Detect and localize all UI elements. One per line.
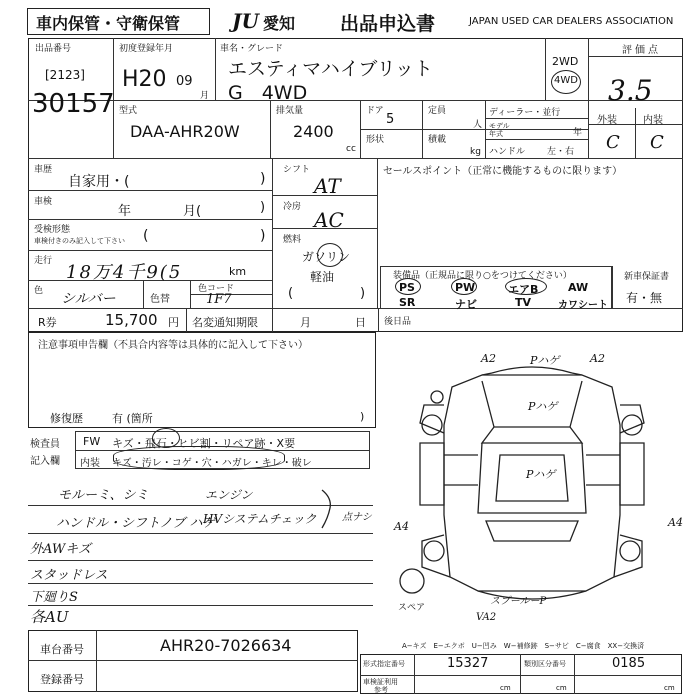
- footer-cm-3: cm: [664, 684, 675, 692]
- history-value: 自家用・(: [68, 174, 130, 190]
- color-code-label: 色コード: [198, 284, 235, 294]
- equip-sr: SR: [399, 296, 416, 309]
- engine-note-b: HVシステムチェック: [203, 512, 317, 526]
- checker-row1: キズ・飛石・ヒビ割・リペア跡・X要: [112, 437, 296, 450]
- fuel-gasoline-circle: [317, 243, 343, 267]
- diag-pauge-top: Pハゲ: [530, 354, 560, 367]
- repair-value: 有 (箇所: [112, 412, 153, 425]
- inspection-month: 月(: [183, 204, 202, 219]
- diag-a2-right: A2: [590, 352, 605, 365]
- checker-interior: 内装: [80, 458, 100, 469]
- diag-va2-b: スプールーP: [490, 596, 547, 607]
- equip-aw: AW: [568, 281, 589, 294]
- aircon-value: AC: [314, 208, 344, 232]
- handle-options: 左・右: [547, 147, 575, 157]
- vehicle-label: 車名・グレード: [220, 44, 284, 54]
- vehicle-grade: G 4WD: [228, 82, 308, 104]
- drive-2wd: 2WD: [552, 55, 579, 68]
- footer-cm-2: cm: [556, 684, 567, 692]
- regno-label: 登録番号: [40, 673, 84, 686]
- diag-pauge-roof: Pハゲ: [526, 468, 556, 481]
- checker-label-2: 記入欄: [30, 456, 60, 467]
- model-year-label-b: 年式: [489, 130, 503, 138]
- receive-sub: 車検付きのみ記入して下さい: [34, 237, 125, 245]
- fuel-close: ): [360, 286, 366, 301]
- note-line-3: 外AWキズ: [30, 542, 91, 557]
- engine-label: 排気量: [276, 106, 304, 116]
- vehicle-name: エスティマハイブリット: [228, 58, 433, 80]
- mileage-unit: km: [229, 265, 247, 278]
- engine-unit: cc: [346, 144, 356, 154]
- shape-label: 形状: [366, 135, 385, 145]
- score-label: 評価点: [622, 45, 661, 56]
- fuel-diesel: 軽油: [310, 270, 335, 284]
- note-line-2: ハンドル・シフトノブ ハゲ: [56, 516, 216, 531]
- history-label: 車歴: [34, 165, 53, 175]
- selling-label: セールスポイント（正常に機能するものに限ります）: [383, 166, 623, 177]
- fuel-label: 燃料: [283, 235, 302, 245]
- diag-va2-a: VA2: [476, 612, 497, 623]
- engine-note-c: 点ナシ: [342, 512, 372, 523]
- ju-logo: JU: [232, 9, 259, 33]
- receive-label: 受検形態: [34, 225, 71, 235]
- model-year-label-a: モデル: [489, 122, 510, 130]
- score-value: 3.5: [608, 74, 653, 107]
- history-close: ): [260, 171, 266, 187]
- cert-label: 形式指定番号: [363, 660, 405, 668]
- receive-open: (: [143, 228, 149, 244]
- footer-cm-1: cm: [500, 684, 511, 692]
- shift-value: AT: [314, 174, 341, 198]
- doc-type: 車内保管・守衛保管: [36, 14, 181, 33]
- score-int-value: C: [650, 132, 664, 153]
- score-ext-value: C: [606, 132, 620, 153]
- equip-airbag: エアB: [508, 283, 539, 296]
- expiry-month: 月: [300, 316, 311, 329]
- load-unit: kg: [470, 147, 481, 157]
- model-value: DAA-AHR20W: [130, 122, 240, 141]
- equip-airbag-circle: [505, 278, 547, 295]
- warranty-label: 新車保証書: [624, 272, 670, 282]
- dealer-label: ディーラー・並行: [489, 108, 561, 118]
- doors-label: ドア: [366, 106, 384, 116]
- repaint-label: 色替: [150, 294, 170, 305]
- inspection-close: ): [260, 200, 266, 215]
- mileage-value: 18万4千9(5: [66, 262, 183, 283]
- rear-day-label: 後日品: [384, 317, 412, 327]
- receive-close: ): [260, 228, 266, 244]
- color-label: 色: [34, 286, 44, 296]
- chassis-label: 車台番号: [40, 643, 84, 656]
- footer-cert-label: 車検証利用: [363, 678, 398, 686]
- diag-a4-left: A4: [394, 520, 409, 533]
- engine-value: 2400: [293, 122, 334, 141]
- warranty-value: 有・無: [626, 291, 663, 305]
- registration-month-unit: 月: [200, 91, 210, 101]
- repair-label: 修復歴: [50, 412, 83, 425]
- diag-legend: A−キズ E−エクボ U−凹み W−補修跡 S−サビ C−腐食 XX−交換済: [402, 642, 645, 650]
- equip-tv: TV: [515, 296, 532, 309]
- recycle-label: R券: [38, 316, 57, 329]
- equip-ps-circle: [395, 278, 421, 295]
- note-line-5: 下廻りS: [30, 590, 78, 605]
- fuel-gasoline: ガソリン: [302, 250, 351, 264]
- lot-label: 出品番号: [35, 44, 72, 54]
- load-label: 積載: [428, 135, 447, 145]
- equip-ps: PS: [399, 281, 415, 294]
- aichi-label: 愛知: [263, 14, 296, 33]
- equip-leather: カワシート: [558, 300, 608, 311]
- equip-pw: PW: [455, 281, 476, 294]
- equip-navi: ナビ: [455, 298, 477, 311]
- fuel-open: (: [288, 286, 294, 301]
- shift-label: シフト: [283, 165, 311, 175]
- registration-era: H20: [122, 67, 167, 92]
- color-value: シルバー: [61, 291, 116, 307]
- expiry-label: 名変通知期限: [192, 316, 258, 329]
- registration-label: 初度登録年月: [119, 44, 174, 54]
- engine-note-bracket: [318, 488, 342, 530]
- form-title: 出品申込書: [340, 13, 436, 35]
- diag-spare: スペア: [398, 603, 426, 613]
- equip-pw-circle: [451, 278, 477, 295]
- recycle-unit: 円: [168, 316, 179, 329]
- notes-label: 注意事項申告欄（不具合内容等は具体的に記入して下さい）: [38, 340, 308, 351]
- registration-month: 09: [176, 74, 193, 89]
- doors-value: 5: [386, 112, 395, 127]
- aircon-label: 冷房: [283, 202, 302, 212]
- recycle-value: 15,700: [105, 311, 158, 329]
- score-ext-label: 外装: [597, 115, 617, 126]
- capacity-unit: 人: [473, 120, 483, 130]
- note-line-1: モルーミ、シミ: [58, 488, 149, 503]
- cert-class-value: 0185: [612, 656, 646, 671]
- checker-fw: FW: [83, 435, 101, 448]
- stone-chip-circle: [152, 428, 180, 448]
- expiry-day: 日: [355, 316, 366, 329]
- cert-value: 15327: [447, 656, 489, 671]
- checker-label-1: 検査員: [30, 439, 60, 450]
- association-name: JAPAN USED CAR DEALERS ASSOCIATION: [469, 16, 674, 27]
- repair-close: ): [360, 410, 365, 423]
- footer-ref: 参考: [374, 686, 388, 694]
- model-label: 型式: [119, 106, 138, 116]
- handle-label: ハンドル: [489, 147, 526, 157]
- lot-number: 30157: [32, 89, 115, 119]
- model-year-unit: 年: [573, 128, 583, 138]
- diag-a2-left: A2: [481, 352, 496, 365]
- diag-a4-right: A4: [668, 516, 683, 529]
- chassis-value: AHR20-7026634: [160, 636, 292, 655]
- score-int-label: 内装: [643, 115, 663, 126]
- diag-pauge-hood: Pハゲ: [528, 400, 558, 413]
- equipment-label: 装備品（正規品に限り○をつけてください）: [393, 271, 572, 281]
- inspection-label: 車検: [34, 197, 53, 207]
- lot-bracket: [2123]: [45, 68, 85, 82]
- cert-class-label: 類別区分番号: [524, 660, 566, 668]
- note-line-4: スタッドレス: [30, 568, 108, 583]
- engine-note-a: エンジン: [205, 488, 253, 502]
- note-line-6: 各AU: [30, 608, 69, 626]
- drive-4wd: 4WD: [554, 75, 578, 86]
- checker-row2: キズ・汚レ・コゲ・穴・ハガレ・キレ・破レ: [112, 458, 312, 469]
- capacity-label: 定員: [428, 106, 447, 116]
- inspection-year: 年: [118, 204, 132, 219]
- mileage-label: 走行: [34, 256, 53, 266]
- color-code: 1F7: [206, 292, 232, 307]
- interior-damage-circle: [113, 446, 285, 470]
